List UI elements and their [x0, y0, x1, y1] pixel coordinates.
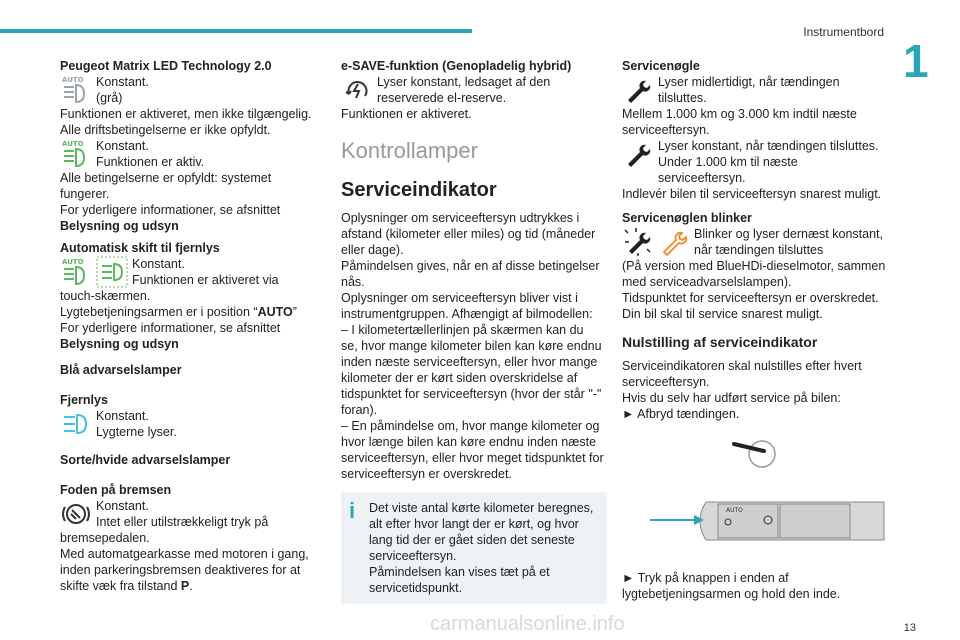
- page-number: 13: [903, 622, 916, 634]
- ignition-key-icon: [734, 441, 775, 467]
- brake-desc2: Med automatgearkasse med motoren i gang,: [60, 547, 309, 561]
- arrow-icon: [650, 515, 704, 525]
- brake-desc4-post: .: [189, 579, 193, 593]
- highbeam-line1: Konstant.: [96, 409, 149, 423]
- service-line: – En påmindelse om, hvor mange kilometer og: [341, 419, 600, 433]
- brake-foot-title: Foden på bremsen: [60, 483, 172, 497]
- reset-line: serviceeftersyn.: [622, 375, 710, 389]
- svg-text:AUTO: AUTO: [62, 140, 84, 148]
- bw-warnings-title: Sorte/hvide advarselslamper: [60, 453, 231, 467]
- service-key-row2: [622, 138, 888, 186]
- matrix-green-row: [60, 138, 322, 170]
- key2-line1: Lyser konstant, når tændingen tilsluttes.: [658, 139, 879, 153]
- reset-line: Serviceindikatoren skal nulstilles efter hvert: [622, 359, 862, 373]
- service-key-blink-row: [622, 226, 888, 258]
- service-line: hvor længe bilen kan køre endnu inden næste: [341, 435, 597, 449]
- column-middle: [341, 58, 607, 604]
- brake-desc4-pre: skifte væk fra tilstand: [60, 579, 181, 593]
- highbeam-icon: [60, 408, 92, 440]
- blink-line1: Blinker og lyser dernæst konstant,: [694, 227, 883, 241]
- brake-foot-row: [60, 498, 322, 530]
- svg-text:AUTO: AUTO: [62, 76, 84, 84]
- brake-desc4-bold: P: [180, 579, 190, 593]
- wrench-icon: [622, 138, 654, 170]
- matrix-grey-desc2: Alle driftsbetingelserne er ikke opfyldt.: [60, 123, 271, 137]
- auto-desc3: For yderligere informationer, se afsnittet: [60, 321, 281, 335]
- svg-text:AUTO: AUTO: [62, 258, 84, 266]
- auto-green-icon: [60, 256, 92, 288]
- service-key-blink-title: Servicenøglen blinker: [622, 211, 752, 225]
- auto-highbeam-line2: Funktionen er aktiveret via: [132, 273, 279, 287]
- matrix-reference: Belysning og udsyn: [60, 219, 179, 233]
- service-line: tidspunktet for serviceeftersyn (hvor der står "-": [341, 387, 602, 401]
- esave-icon: [341, 74, 373, 106]
- brake-desc1: bremsepedalen.: [60, 531, 150, 545]
- auto-green-icon: [60, 138, 92, 170]
- reset-after-line: lygtebetjeningsarmen og hold den inde.: [622, 587, 841, 601]
- reset-title: Nulstilling af serviceindikator: [622, 334, 818, 350]
- key1-desc2: serviceeftersyn.: [622, 123, 710, 137]
- service-line: afstand (kilometer eller miles) og tid (måneder: [341, 227, 596, 241]
- auto-desc2: [60, 304, 322, 320]
- esave-row: [341, 74, 607, 106]
- auto-grey-icon: [60, 74, 92, 106]
- watermark: carmanualsonline.info: [430, 613, 625, 635]
- key1-line2: tilsluttes.: [658, 91, 707, 105]
- matrix-grey-desc1: Funktionen er aktiveret, men ikke tilgængelig.: [60, 107, 312, 121]
- key1-line1: Lyser midlertidigt, når tændingen: [658, 75, 840, 89]
- service-line: serviceeftersyn er overskredet.: [341, 467, 512, 481]
- blink-desc-line: (På version med BlueHDi-dieselmotor, sammen: [622, 259, 886, 273]
- wrench-blink-icon: [622, 226, 654, 258]
- blink-desc-line: Tidspunktet for serviceeftersyn er overskredet.: [622, 291, 879, 305]
- service-indicator-title: Serviceindikator: [341, 179, 497, 201]
- wrench-icon: [622, 74, 654, 106]
- info-line: servicetidspunkt.: [369, 581, 463, 595]
- key2-line2: Under 1.000 km til næste serviceeftersyn.: [658, 155, 798, 185]
- info-line: Det viste antal kørte kilometer beregnes,: [369, 501, 594, 515]
- info-line: lang tid der er gået siden det seneste: [369, 533, 575, 547]
- brake-foot-line1: Konstant.: [96, 499, 149, 513]
- column-right: [622, 58, 888, 602]
- esave-line1: Lyser konstant, ledsaget af den: [377, 75, 551, 89]
- reset-after-line: ► Tryk på knappen i enden af: [622, 571, 789, 585]
- auto-desc2-bold: AUTO: [257, 305, 293, 319]
- auto-highbeam-row: [60, 256, 322, 288]
- blink-desc-line: Din bil skal til service snarest muligt.: [622, 307, 823, 321]
- info-line: serviceeftersyn.: [369, 549, 457, 563]
- brake-foot-line2: Intet eller utilstrækkeligt tryk på: [96, 515, 269, 529]
- blink-desc-line: med serviceadvarselslampen).: [622, 275, 792, 289]
- matrix-grey-line2: (grå): [96, 91, 123, 105]
- auto-highbeam-line1: Konstant.: [132, 257, 185, 271]
- highbeam-title: Fjernlys: [60, 393, 108, 407]
- service-key-row1: [622, 74, 888, 106]
- auto-desc2-post: ”: [292, 305, 297, 319]
- chapter-number: 1: [903, 35, 929, 87]
- info-line: alt efter hvor langt der er kørt, og hvor: [369, 517, 579, 531]
- service-body: [341, 210, 607, 482]
- stalk-illustration: [622, 430, 888, 570]
- matrix-grey-line1: Konstant.: [96, 75, 149, 89]
- info-line: Påmindelsen kan vises tæt på et: [369, 565, 550, 579]
- matrix-grey-row: [60, 74, 322, 106]
- service-line: Påmindelsen gives, når en af disse betingelser: [341, 259, 600, 273]
- blink-line2: når tændingen tilsluttes: [694, 243, 824, 257]
- matrix-green-line1: Konstant.: [96, 139, 149, 153]
- matrix-title: Peugeot Matrix LED Technology 2.0: [60, 59, 272, 73]
- matrix-green-desc1: Alle betingelserne er opfyldt: systemet fungerer.: [60, 171, 272, 201]
- key2-desc: Indlevér bilen til serviceeftersyn snarest muligt.: [622, 187, 882, 201]
- header-accent-bar: [0, 29, 472, 33]
- auto-reference: Belysning og udsyn: [60, 337, 179, 351]
- reset-line: Hvis du selv har udført service på bilen:: [622, 391, 841, 405]
- service-line: inden næste serviceeftersyn, eller hvor mange: [341, 355, 598, 369]
- esave-line2: reserverede el-reserve.: [377, 91, 507, 105]
- info-box: [341, 492, 607, 604]
- service-line: Oplysninger om serviceeftersyn bliver vist i: [341, 291, 578, 305]
- service-line: serviceeftersyn, eller hvor meget tidspunktet for: [341, 451, 604, 465]
- column-left: [60, 58, 322, 594]
- service-line: se, hvor mange kilometer bilen kan køre endnu: [341, 339, 602, 353]
- info-icon: i: [349, 498, 356, 523]
- service-line: – I kilometertællerlinjen på skærmen kan du: [341, 323, 584, 337]
- auto-desc2-pre: Lygtebetjeningsarmen er i position “: [60, 305, 258, 319]
- auto-highbeam-icon: [96, 256, 128, 288]
- esave-title: e-SAVE-funktion (Genopladelig hybrid): [341, 59, 572, 73]
- auto-desc1: touch-skærmen.: [60, 289, 151, 303]
- service-key-title: Servicenøgle: [622, 59, 700, 73]
- service-line: Oplysninger om serviceeftersyn udtrykkes i: [341, 211, 580, 225]
- section-title-kontrollamper: Kontrollamper: [341, 138, 478, 163]
- esave-desc: Funktionen er aktiveret.: [341, 107, 472, 121]
- brake-foot-icon: [60, 498, 92, 530]
- service-line: instrumentgruppen. Afhængigt af bilmodellen:: [341, 307, 593, 321]
- light-stalk: [700, 502, 884, 540]
- highbeam-line2: Lygterne lyser.: [96, 425, 177, 439]
- wrench-orange-icon: [658, 226, 690, 258]
- service-line: nås.: [341, 275, 365, 289]
- matrix-green-line2: Funktionen er aktiv.: [96, 155, 205, 169]
- service-line: eller dage).: [341, 243, 404, 257]
- highbeam-row: [60, 408, 322, 440]
- service-line: kilometer der er kørt siden overskridelse af: [341, 371, 578, 385]
- reset-line: ► Afbryd tændingen.: [622, 407, 740, 421]
- auto-highbeam-title: Automatisk skift til fjernlys: [60, 241, 220, 255]
- page-header-title: Instrumentbord: [803, 25, 884, 39]
- service-line: foran).: [341, 403, 378, 417]
- key1-desc1: Mellem 1.000 km og 3.000 km indtil næste: [622, 107, 857, 121]
- stalk-auto-label: AUTO: [726, 507, 743, 514]
- blue-warnings-title: Blå advarselslamper: [60, 363, 182, 377]
- brake-desc4: [60, 578, 322, 594]
- brake-desc3: inden parkeringsbremsen deaktiveres for at: [60, 563, 301, 577]
- matrix-green-desc2: For yderligere informationer, se afsnittet: [60, 203, 281, 217]
